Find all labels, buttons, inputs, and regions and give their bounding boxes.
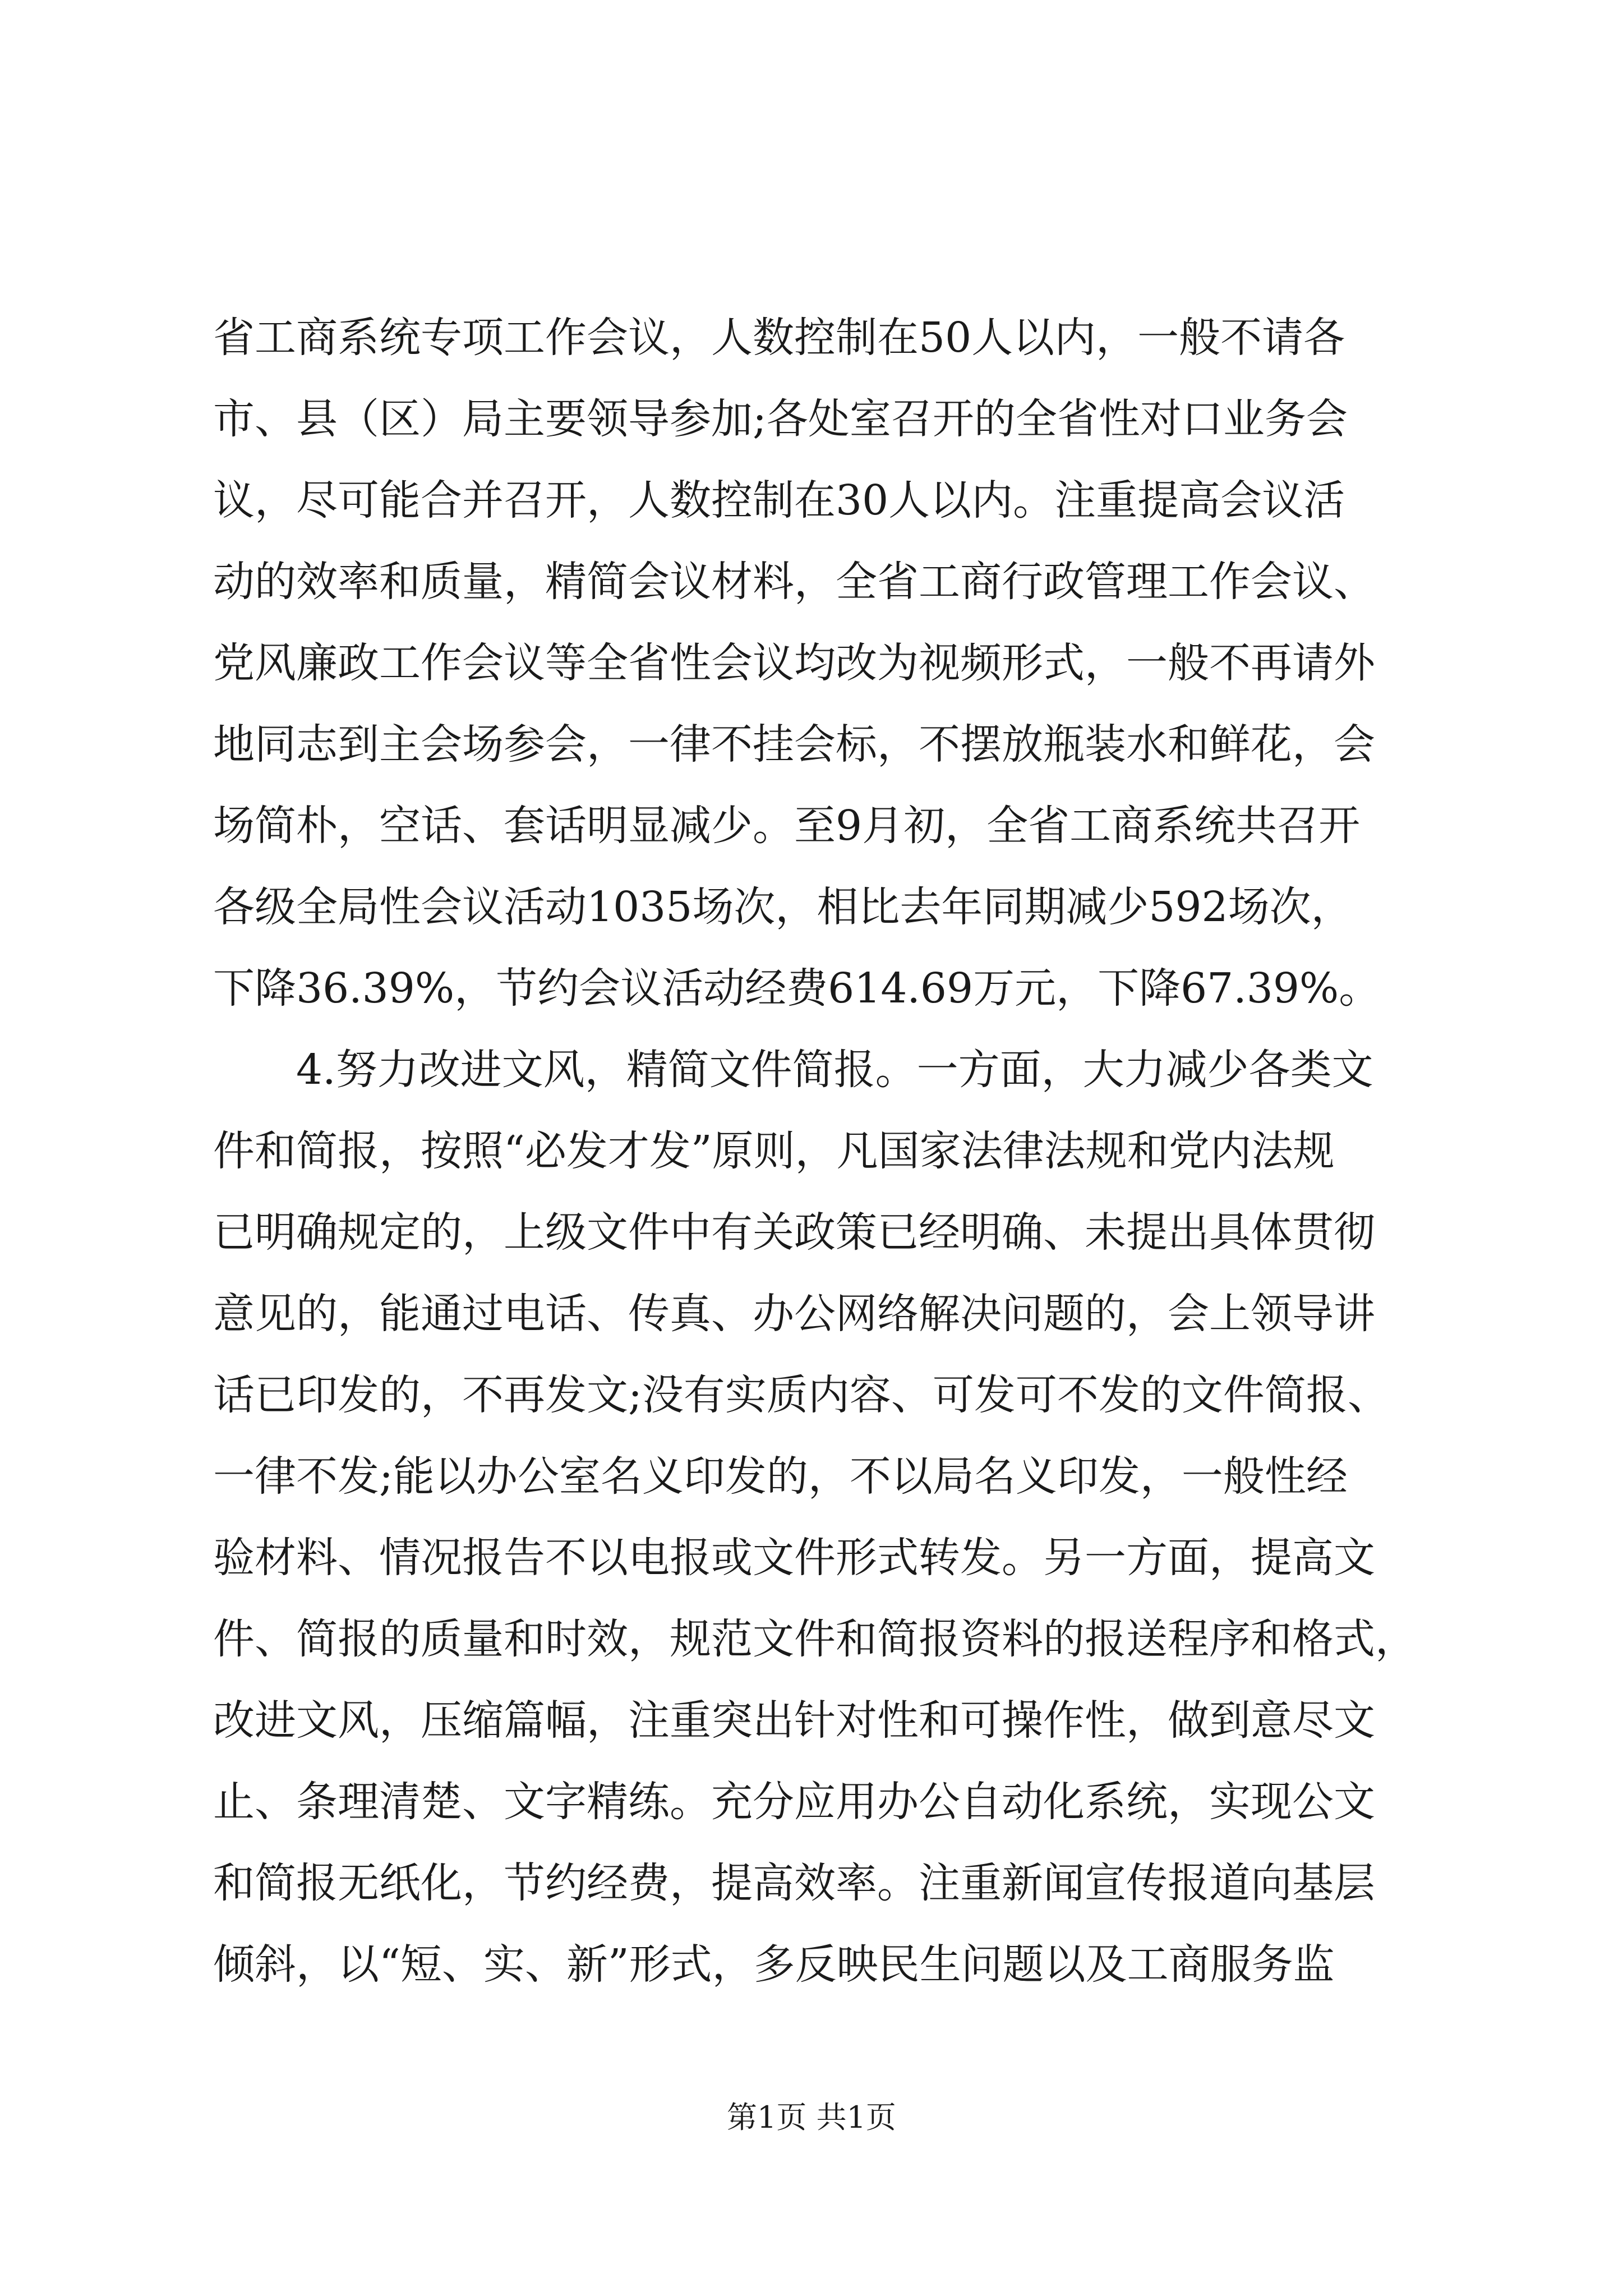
page-footer: 第1页 共1页 xyxy=(727,2100,896,2135)
text-line: 倾斜，以“短、实、新”形式，多反映民生问题以及工商服务监 xyxy=(213,1940,1335,1989)
text-line: 止、条理清楚、文字精练。充分应用办公自动化系统，实现公文 xyxy=(213,1778,1375,1826)
text-line: 场简朴，空话、套话明显减少。至9月初，全省工商系统共召开 xyxy=(213,802,1361,850)
text-line: 动的效率和质量，精简会议材料，全省工商行政管理工作会议、 xyxy=(213,558,1375,606)
text-line: 党风廉政工作会议等全省性会议均改为视频形式，一般不再请外 xyxy=(213,639,1375,687)
text-line: 地同志到主会场参会，一律不挂会标，不摆放瓶装水和鲜花，会 xyxy=(213,720,1375,769)
text-line: 省工商系统专项工作会议，人数控制在50人以内，一般不请各 xyxy=(213,314,1345,362)
text-line: 改进文风，压缩篇幅，注重突出针对性和可操作性，做到意尽文 xyxy=(213,1696,1375,1745)
text-line: 件、简报的质量和时效，规范文件和简报资料的报送程序和格式， xyxy=(213,1615,1417,1663)
text-line: 件和简报，按照“必发才发”原则，凡国家法律法规和党内法规 xyxy=(213,1127,1335,1175)
text-line: 市、县（区）局主要领导参加;各处室召开的全省性对口业务会 xyxy=(213,395,1348,443)
text-line: 议，尽可能合并召开，人数控制在30人以内。注重提高会议活 xyxy=(213,476,1345,524)
text-line: 下降36.39%，节约会议活动经费614.69万元，下降67.39%。 xyxy=(213,964,1381,1013)
text-line: 已明确规定的，上级文件中有关政策已经明确、未提出具体贯彻 xyxy=(213,1208,1375,1257)
paragraph-start-line: 4.努力改进文风，精简文件简报。一方面，大力减少各类文 xyxy=(296,1046,1373,1094)
body-text xyxy=(213,297,1424,2005)
text-line: 一律不发;能以办公室名义印发的，不以局名义印发，一般性经 xyxy=(213,1452,1348,1501)
text-line: 各级全局性会议活动1035场次，相比去年同期减少592场次， xyxy=(213,883,1353,931)
text-line: 意见的，能通过电话、传真、办公网络解决问题的，会上领导讲 xyxy=(213,1290,1375,1338)
text-line: 验材料、情况报告不以电报或文件形式转发。另一方面，提高文 xyxy=(213,1534,1375,1582)
text-line: 话已印发的，不再发文;没有实质内容、可发可不发的文件简报、 xyxy=(213,1371,1389,1419)
text-line: 和简报无纸化，节约经费，提高效率。注重新闻宣传报道向基层 xyxy=(213,1859,1375,1907)
